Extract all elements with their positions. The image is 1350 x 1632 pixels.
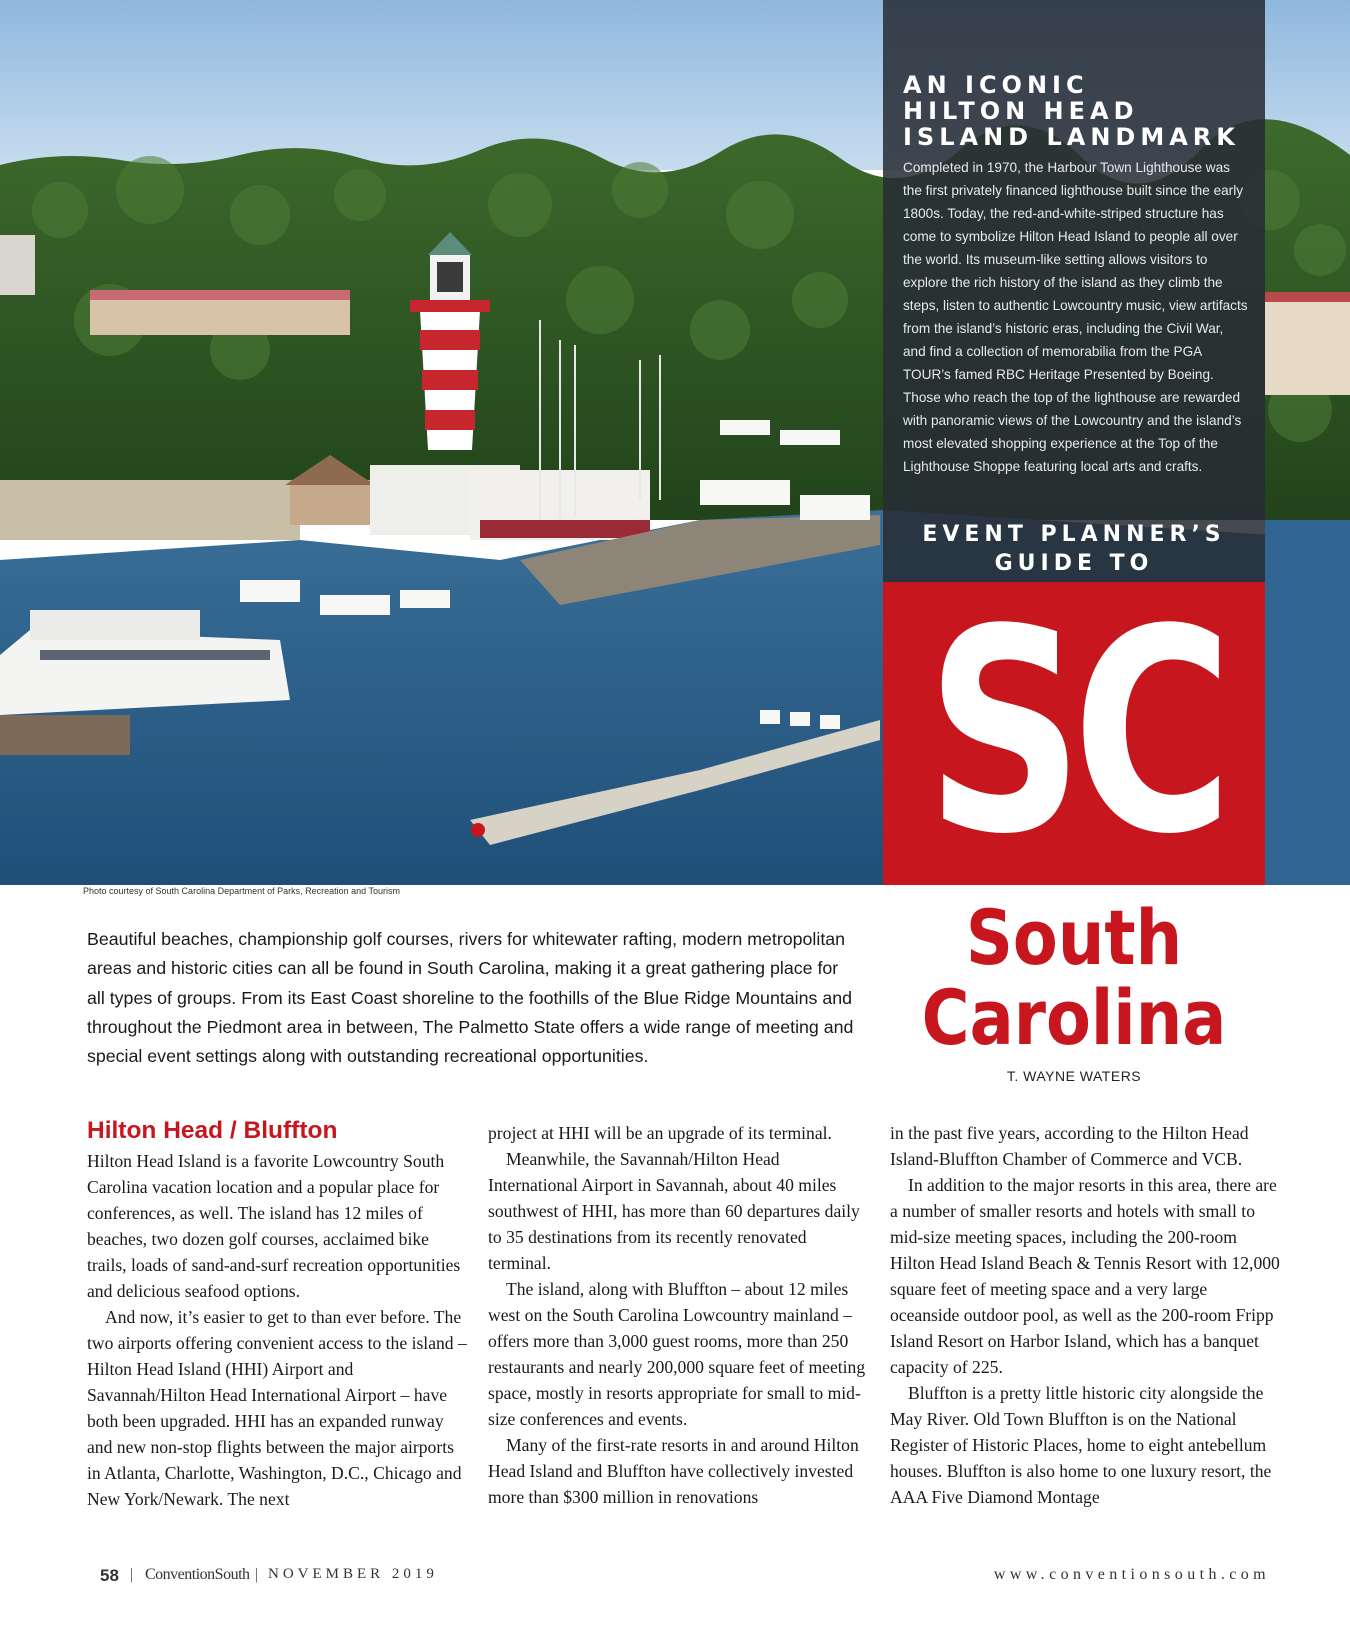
footer-separator: | — [255, 1566, 259, 1583]
roof — [1265, 292, 1350, 302]
paragraph: In addition to the major resorts in this area, there are a number of smaller resorts and hotels with small to mid-size meeting spaces, including the 200-room Hilton Head Island Beach & Tennis Resort with 12,000 square feet of meeting space and a very large oceanside outdoor pool, as well as the 200-room Fripp Island Resort on Harbor Island, which has a banquet capacity of 225. — [890, 1175, 1280, 1377]
paragraph: Hilton Head Island is a favorite Lowcountry South Carolina vacation location and a popular place for conferences, as well. The island has 12 miles of beaches, two dozen golf courses, acclaimed bike trails, loads of sand-and-surf recreation opportunities and delicious seafood options. — [87, 1151, 461, 1301]
building — [0, 235, 35, 295]
roof — [90, 290, 350, 300]
sidebar-heading-line: AN ICONIC — [903, 71, 1089, 99]
state-title-line1: South — [965, 893, 1183, 982]
guide-heading — [883, 520, 1265, 578]
sidebar-heading — [903, 72, 1253, 150]
guide-heading-line1: EVENT PLANNER’S — [922, 522, 1226, 547]
photo-credit: Photo courtesy of South Carolina Department of Parks, Recreation and Tourism — [83, 886, 400, 896]
paragraph: in the past five years, according to the Hilton Head Island-Bluffton Chamber of Commerce and VCB. — [890, 1123, 1249, 1169]
sidebar-heading-line: ISLAND LANDMARK — [903, 123, 1240, 151]
article-column-1 — [87, 1116, 469, 1512]
article-column-2 — [488, 1120, 873, 1510]
buoy — [471, 823, 485, 837]
sidebar-body: Completed in 1970, the Harbour Town Lighthouse was the first privately financed lighthouse built since the early 1800s. Today, the red-and-white-striped structure has come to symbolize Hilton Head Island to people all over the world. Its museum-like setting allows visitors to explore the rich history of the island as they climb the steps, listen to authentic Lowcountry music, view artifacts from the island’s historic eras, including the Civil War, and find a collection of memorabilia from the PGA TOUR’s famed RBC Heritage Presented by Boeing. Those who reach the top of the lighthouse are rewarded with panoramic views of the Lowcountry and the island’s most elevated shopping experience at the Top of the Lighthouse Shoppe featuring local arts and crafts. — [903, 160, 1248, 474]
state-title-line2: Carolina — [921, 973, 1227, 1062]
byline: T. WAYNE WATERS — [1006, 1068, 1142, 1084]
footer-separator: | — [130, 1566, 134, 1583]
website-url: www.conventionsouth.com — [993, 1566, 1270, 1583]
paragraph: project at HHI will be an upgrade of its terminal. — [488, 1123, 832, 1143]
shoreline — [0, 480, 300, 540]
paragraph: And now, it’s easier to get to than ever before. The two airports offering convenient access to the island – Hilton Head Island (HHI) Airport and Savannah/Hilton Head International Airport – have both been upgraded. HHI has an expanded runway and new non-stop flights between the major airports in Atlanta, Charlotte, Washington, D.C., Chicago and New York/Newark. The next — [87, 1307, 467, 1509]
intro-paragraph: Beautiful beaches, championship golf courses, rivers for whitewater rafting, modern metropolitan areas and historic cities can all be found in South Carolina, making it a great gathering place for all types of groups. From its East Coast shoreline to the foothills of the Blue Ridge Mountains and throughout the Piedmont area in between, The Palmetto State offers a wide range of meeting and special event settings along with outstanding recreational opportunities. — [87, 929, 854, 1067]
harbor-water-right — [1265, 520, 1350, 885]
state-title — [910, 893, 1239, 1062]
paragraph: The island, along with Bluffton – about 12 miles west on the South Carolina Lowcountry mainland – offers more than 3,000 guest rooms, more than 250 restaurants and nearly 200,000 square feet of meeting space, mostly in resorts appropriate for small to mid-size conferences and events. — [488, 1279, 866, 1429]
sidebar-heading-line: HILTON HEAD — [903, 97, 1139, 125]
sc-block — [883, 582, 1265, 885]
sidebar-box — [883, 0, 1265, 582]
section-heading: Hilton Head / Bluffton — [87, 1117, 338, 1144]
page-footer — [100, 1566, 1270, 1590]
magazine-name: ConventionSouth — [145, 1566, 250, 1583]
guide-heading-line2: GUIDE TO — [994, 551, 1154, 576]
article-column-3 — [890, 1120, 1280, 1510]
building — [1265, 300, 1350, 395]
page-number: 58 — [100, 1566, 119, 1585]
dock — [0, 715, 130, 755]
paragraph: Meanwhile, the Savannah/Hilton Head International Airport in Savannah, about 40 miles southwest of HHI, has more than 60 departures daily to 35 destinations from its recently renovated terminal. — [488, 1149, 860, 1273]
yacht-deck — [30, 610, 200, 640]
state-abbreviation: SC — [926, 582, 1222, 885]
issue-date: NOVEMBER 2019 — [268, 1566, 438, 1582]
paragraph: Bluffton is a pretty little historic city alongside the May River. Old Town Bluffton is on the National Register of Historic Places, home to eight antebellum houses. Bluffton is also home to one luxury resort, the AAA Five Diamond Montage — [890, 1383, 1272, 1507]
yacht — [0, 630, 290, 715]
yacht-windows — [40, 650, 270, 660]
building — [90, 295, 350, 335]
awning — [480, 520, 650, 538]
paragraph: Many of the first-rate resorts in and around Hilton Head Island and Bluffton have collectively invested more than $300 million in renovations — [488, 1435, 859, 1507]
clubhouse — [290, 480, 370, 525]
